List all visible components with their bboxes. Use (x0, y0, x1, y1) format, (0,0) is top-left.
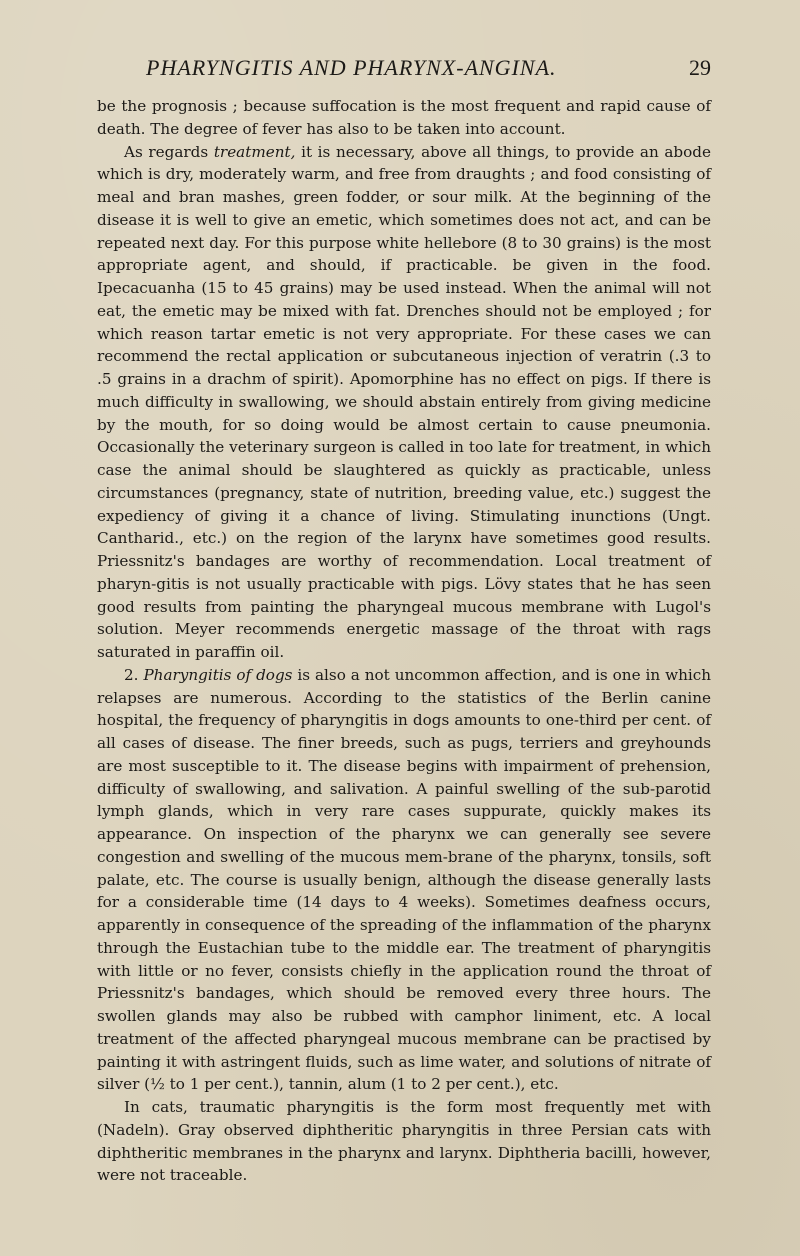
paragraph-prognosis: be the prognosis ; because suffocation is the most frequent and rapid cause of death. The degree of fever has also to be taken into account. (97, 97, 711, 138)
section-number: 2. (124, 665, 144, 684)
paragraph-cats: In cats, traumatic pharyngitis is the form most frequently met with (Nadeln). Gray observed diphtheritic pharyngitis in three Persian cats with diphtheritic membranes in the pharynx and larynx. Diphtheria bacilli, however, were not traceable. (97, 1098, 711, 1185)
running-head (126, 54, 711, 82)
page-number: 29 (689, 55, 711, 80)
running-title: PHARYNGITIS AND PHARYNX-ANGINA. (146, 55, 557, 80)
paragraph-treatment-lead: As regards (124, 142, 214, 161)
paragraph-dogs (97, 664, 711, 1096)
treatment-emphasis: treatment, (213, 142, 296, 161)
section-heading-dogs: Pharyngitis of dogs (143, 665, 293, 684)
body-text (97, 95, 711, 1187)
paragraph-treatment (97, 141, 711, 664)
paragraph-treatment-body: it is necessary, above all things, to provide an abode which is dry, moderately warm, and free from draughts ; and food consisting of meal and bran mashes, green fodder, or sour milk. At the beginning of the disease it is well to give an emetic, which sometimes does not act, and can be repeated next day. For this purpose white hellebore (8 to 30 grains) is the most appropriate agent, and should, if practicable. be given in the food. Ipecacuanha (15 to 45 grains) may be used instead. When the animal will not eat, the emetic may be mixed with fat. Drenches should not be employed ; for which reason tartar emetic is not very appropriate. For these cases we can recommend the rectal application or subcutaneous injection of veratrin (.3 to .5 grains in a drachm of spirit). Apomorphine has no effect on pigs. If there is much difficulty in swallowing, we should abstain entirely from giving medicine by the mouth, for so doing would be almost certain to cause pneumonia. Occasionally the veterinary surgeon is called in too late for treatment, in which case the animal should be slaughtered as quickly as practicable, unless circumstances (pregnancy, state of nutrition, breeding value, etc.) suggest the expediency of giving it a chance of living. Stimulating inunctions (Ungt. Cantharid., etc.) on the region of the larynx have sometimes good results. Priessnitz's bandages are worthy of recommendation. Local treatment of pharyn-gitis is not usually practicable with pigs. Lövy states that he has seen good results from painting the pharyngeal mucous membrane with Lugol's solution. Meyer recommends energetic massage of the throat with rags saturated in paraffin oil. (97, 142, 712, 661)
paragraph-dogs-body: is also a not uncommon affection, and is one in which relapses are numerous. According to the statistics of the Berlin canine hospital, the frequency of pharyngitis in dogs amounts to one-third per cent. of all cases of disease. The finer breeds, such as pugs, terriers and greyhounds are most susceptible to it. The disease begins with impairment of prehension, difficulty of swallowing, and salivation. A painful swelling of the sub-parotid lymph glands, which in very rare cases suppurate, quickly makes its appearance. On inspection of the pharynx we can generally see severe congestion and swelling of the mucous mem-brane of the pharynx, tonsils, soft palate, etc. The course is usually benign, although the disease generally lasts for a considerable time (14 days to 4 weeks). Sometimes deafness occurs, apparently in consequence of the spreading of the inflammation of the pharynx through the Eustachian tube to the middle ear. The treatment of pharyngitis with little or no fever, consists chiefly in the application round the throat of Priessnitz's bandages, which should be removed every three hours. The swollen glands may also be rubbed with camphor liniment, etc. A local treatment of the affected pharyngeal mucous membrane can be practised by painting it with astringent fluids, such as lime water, and solutions of nitrate of silver (½ to 1 per cent.), tannin, alum (1 to 2 per cent.), etc. (97, 665, 712, 1094)
